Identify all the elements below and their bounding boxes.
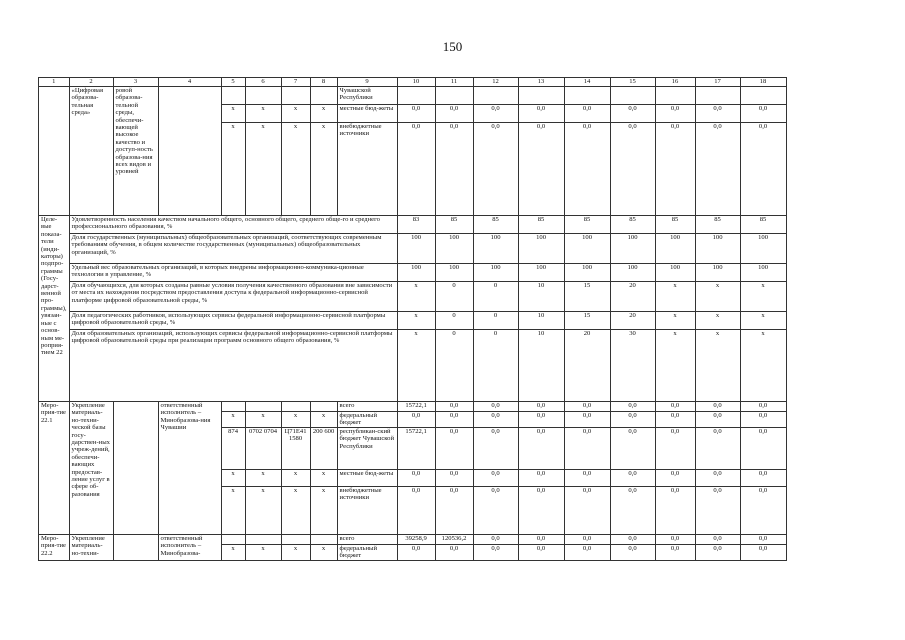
header-cell: 16 bbox=[655, 78, 695, 87]
table-cell: x bbox=[281, 123, 310, 216]
value-cell: 20 bbox=[564, 330, 610, 402]
table-cell: x bbox=[281, 105, 310, 123]
header-cell: 5 bbox=[221, 78, 245, 87]
value-cell: x bbox=[695, 282, 740, 312]
table-cell bbox=[564, 87, 610, 105]
table-cell bbox=[518, 87, 564, 105]
value-cell: 0,0 bbox=[473, 402, 518, 412]
table-cell bbox=[281, 535, 310, 545]
value-cell: 0,0 bbox=[610, 105, 655, 123]
value-cell: 0,0 bbox=[740, 428, 786, 470]
table-cell bbox=[113, 535, 158, 561]
value-cell: 120536,2 bbox=[435, 535, 473, 545]
table-cell bbox=[655, 87, 695, 105]
header-cell: 4 bbox=[158, 78, 221, 87]
value-cell: 0,0 bbox=[740, 535, 786, 545]
value-cell: 0,0 bbox=[435, 412, 473, 428]
value-cell: 100 bbox=[397, 234, 435, 264]
source-cell: местные бюд-жеты bbox=[337, 470, 397, 487]
value-cell: 0,0 bbox=[473, 105, 518, 123]
measure-row bbox=[39, 402, 787, 412]
table-cell: x bbox=[310, 105, 337, 123]
value-cell: x bbox=[397, 312, 435, 330]
table-cell: x bbox=[310, 545, 337, 561]
table-cell bbox=[310, 535, 337, 545]
value-cell: x bbox=[655, 312, 695, 330]
table-cell: x bbox=[310, 123, 337, 216]
value-cell: 100 bbox=[564, 264, 610, 282]
value-cell: 0,0 bbox=[518, 123, 564, 216]
value-cell: 0,0 bbox=[740, 105, 786, 123]
table-cell: x bbox=[245, 487, 281, 535]
source-cell: внебюджетные источники bbox=[337, 123, 397, 216]
table-cell: x bbox=[281, 487, 310, 535]
value-cell: 0,0 bbox=[397, 487, 435, 535]
value-cell: 85 bbox=[435, 216, 473, 234]
value-cell: 100 bbox=[695, 234, 740, 264]
value-cell: 100 bbox=[655, 234, 695, 264]
value-cell: x bbox=[695, 330, 740, 402]
value-cell: 15 bbox=[564, 312, 610, 330]
table-cell: 874 bbox=[221, 428, 245, 470]
value-cell: 0,0 bbox=[610, 487, 655, 535]
value-cell: 0,0 bbox=[655, 412, 695, 428]
source-cell: внебюджетные источники bbox=[337, 487, 397, 535]
value-cell: 39258,9 bbox=[397, 535, 435, 545]
value-cell: x bbox=[397, 330, 435, 402]
measure-executor: ответственный исполнитель – Минобразова- bbox=[158, 535, 221, 561]
value-cell: 85 bbox=[740, 216, 786, 234]
table-cell bbox=[39, 87, 70, 216]
value-cell: 0,0 bbox=[655, 428, 695, 470]
header-cell: 12 bbox=[473, 78, 518, 87]
value-cell: 0,0 bbox=[740, 402, 786, 412]
header-row bbox=[39, 78, 787, 87]
value-cell: x bbox=[740, 282, 786, 312]
header-cell: 18 bbox=[740, 78, 786, 87]
table-cell: x bbox=[310, 470, 337, 487]
table-cell: Ц71Е41 1580 bbox=[281, 428, 310, 470]
header-cell: 7 bbox=[281, 78, 310, 87]
table-cell: x bbox=[221, 123, 245, 216]
value-cell: 0,0 bbox=[518, 487, 564, 535]
value-cell: 0,0 bbox=[695, 123, 740, 216]
value-cell: 0,0 bbox=[695, 428, 740, 470]
value-cell: 0,0 bbox=[695, 402, 740, 412]
value-cell: 0,0 bbox=[740, 545, 786, 561]
value-cell: 0,0 bbox=[740, 412, 786, 428]
page-number: 150 bbox=[442, 39, 463, 54]
value-cell: 0,0 bbox=[695, 412, 740, 428]
source-cell: Чувашской Республики bbox=[337, 87, 397, 105]
value-cell: 0,0 bbox=[655, 402, 695, 412]
value-cell: 0,0 bbox=[435, 487, 473, 535]
value-cell: 0,0 bbox=[564, 428, 610, 470]
source-cell: местные бюд-жеты bbox=[337, 105, 397, 123]
value-cell: 0 bbox=[435, 330, 473, 402]
value-cell: 0,0 bbox=[610, 412, 655, 428]
indicator-text: Доля педагогических работников, использующих сервисы федеральной информационно-сервисной платформы цифровой образовательной среды, % bbox=[69, 312, 397, 330]
value-cell: 100 bbox=[740, 264, 786, 282]
value-cell: 0,0 bbox=[655, 123, 695, 216]
table-cell bbox=[281, 87, 310, 105]
table-cell: x bbox=[281, 470, 310, 487]
value-cell: 0,0 bbox=[564, 470, 610, 487]
table-cell: x bbox=[245, 412, 281, 428]
value-cell: 0,0 bbox=[564, 545, 610, 561]
indicator-row bbox=[39, 282, 787, 312]
table-cell: x bbox=[221, 487, 245, 535]
table-cell: x bbox=[245, 123, 281, 216]
table-cell bbox=[221, 535, 245, 545]
value-cell: 0,0 bbox=[610, 535, 655, 545]
header-cell: 10 bbox=[397, 78, 435, 87]
measure-id: Меро-прия-тие 22.1 bbox=[39, 402, 70, 535]
row-republic bbox=[39, 87, 787, 105]
table-cell bbox=[740, 87, 786, 105]
indicator-text: Удовлетворенность населения качеством начального общего, основного общего, среднего обще-го и среднего профессионального образования, % bbox=[69, 216, 397, 234]
table-cell bbox=[245, 535, 281, 545]
table-cell: x bbox=[281, 412, 310, 428]
table-cell bbox=[695, 87, 740, 105]
value-cell: 15722,1 bbox=[397, 428, 435, 470]
measure-id: Меро-прия-тие 22.2 bbox=[39, 535, 70, 561]
value-cell: 0,0 bbox=[435, 470, 473, 487]
value-cell: 0 bbox=[473, 312, 518, 330]
value-cell: 0,0 bbox=[435, 123, 473, 216]
value-cell: 100 bbox=[397, 264, 435, 282]
value-cell: 100 bbox=[473, 234, 518, 264]
value-cell: 0,0 bbox=[518, 535, 564, 545]
value-cell: 0,0 bbox=[473, 428, 518, 470]
value-cell: 0,0 bbox=[397, 470, 435, 487]
value-cell: 100 bbox=[435, 264, 473, 282]
value-cell: 85 bbox=[473, 216, 518, 234]
indicator-text: Удельный вес образовательных организаций, в которых внедрены информационно-коммуника-ционные технологии в управление, % bbox=[69, 264, 397, 282]
indicator-text: Доля образовательных организаций, использующих сервисы федеральной информационно-сервисной платформы цифровой образовательной среды при реализации программ основного общего образования, % bbox=[69, 330, 397, 402]
value-cell: 100 bbox=[435, 234, 473, 264]
table-cell bbox=[610, 87, 655, 105]
value-cell: 0,0 bbox=[655, 487, 695, 535]
value-cell: x bbox=[695, 312, 740, 330]
value-cell: 0,0 bbox=[435, 105, 473, 123]
table-cell: x bbox=[221, 412, 245, 428]
value-cell: 0 bbox=[435, 312, 473, 330]
value-cell: 0,0 bbox=[740, 123, 786, 216]
header-cell: 15 bbox=[610, 78, 655, 87]
value-cell: 0,0 bbox=[473, 412, 518, 428]
value-cell: 0,0 bbox=[740, 487, 786, 535]
value-cell: 0,0 bbox=[610, 123, 655, 216]
table-cell bbox=[245, 87, 281, 105]
value-cell: 0,0 bbox=[473, 487, 518, 535]
value-cell: 100 bbox=[740, 234, 786, 264]
goal-cell: ровой образова-тельной среды, обеспечи-вающей высокое качество и доступ-ность образова-ния всех видов и уровней bbox=[113, 87, 158, 216]
header-cell: 11 bbox=[435, 78, 473, 87]
value-cell: 10 bbox=[518, 330, 564, 402]
value-cell: 0,0 bbox=[473, 535, 518, 545]
table-cell bbox=[221, 402, 245, 412]
measure-name: Укрепление материаль-но-техни- bbox=[69, 535, 113, 561]
header-cell: 6 bbox=[245, 78, 281, 87]
value-cell: 85 bbox=[610, 216, 655, 234]
value-cell: 0,0 bbox=[518, 412, 564, 428]
value-cell: 0,0 bbox=[610, 545, 655, 561]
value-cell: 0 bbox=[435, 282, 473, 312]
value-cell: 0,0 bbox=[695, 470, 740, 487]
value-cell: 15 bbox=[564, 282, 610, 312]
indicator-row bbox=[39, 216, 787, 234]
value-cell: 0,0 bbox=[435, 428, 473, 470]
value-cell: 0,0 bbox=[435, 545, 473, 561]
value-cell: 10 bbox=[518, 312, 564, 330]
indicator-row bbox=[39, 312, 787, 330]
source-cell: республикан-ский бюджет Чувашской Республики bbox=[337, 428, 397, 470]
value-cell: 0,0 bbox=[655, 545, 695, 561]
table-cell: 200 600 bbox=[310, 428, 337, 470]
value-cell: 0,0 bbox=[655, 470, 695, 487]
value-cell: 0 bbox=[473, 330, 518, 402]
value-cell: 100 bbox=[564, 234, 610, 264]
value-cell: 0,0 bbox=[397, 105, 435, 123]
value-cell: 0,0 bbox=[518, 428, 564, 470]
value-cell: 100 bbox=[610, 264, 655, 282]
table-cell bbox=[473, 87, 518, 105]
measure-row bbox=[39, 535, 787, 545]
value-cell: 0,0 bbox=[740, 470, 786, 487]
value-cell: 85 bbox=[655, 216, 695, 234]
table-cell: x bbox=[221, 470, 245, 487]
indicator-row bbox=[39, 264, 787, 282]
value-cell: 0 bbox=[473, 282, 518, 312]
value-cell: 0,0 bbox=[397, 123, 435, 216]
table-cell: x bbox=[281, 545, 310, 561]
value-cell: 0,0 bbox=[695, 105, 740, 123]
header-cell: 17 bbox=[695, 78, 740, 87]
table-cell: x bbox=[310, 487, 337, 535]
value-cell: x bbox=[655, 282, 695, 312]
value-cell: 30 bbox=[610, 330, 655, 402]
value-cell: 0,0 bbox=[564, 412, 610, 428]
source-cell: всего bbox=[337, 535, 397, 545]
value-cell: 85 bbox=[564, 216, 610, 234]
source-cell: всего bbox=[337, 402, 397, 412]
indicator-row bbox=[39, 234, 787, 264]
value-cell: 20 bbox=[610, 282, 655, 312]
source-cell: федеральный бюджет bbox=[337, 545, 397, 561]
value-cell: 0,0 bbox=[397, 412, 435, 428]
value-cell: 0,0 bbox=[564, 402, 610, 412]
value-cell: 100 bbox=[518, 234, 564, 264]
table-cell bbox=[397, 87, 435, 105]
value-cell: 0,0 bbox=[564, 123, 610, 216]
value-cell: x bbox=[397, 282, 435, 312]
indicator-text: Доля обучающихся, для которых созданы равные условия получения качественного образования вне зависимости от места их нахождения посредством предоставления доступа к федеральной информационно-сервисной платформе цифровой образовательной среды, % bbox=[69, 282, 397, 312]
value-cell: 100 bbox=[695, 264, 740, 282]
table-cell bbox=[113, 402, 158, 535]
value-cell: 20 bbox=[610, 312, 655, 330]
table-cell bbox=[310, 87, 337, 105]
value-cell: 15722,1 bbox=[397, 402, 435, 412]
value-cell: x bbox=[740, 330, 786, 402]
table-cell: x bbox=[310, 412, 337, 428]
header-cell: 14 bbox=[564, 78, 610, 87]
table-cell: x bbox=[245, 105, 281, 123]
table-cell: x bbox=[221, 545, 245, 561]
table-cell bbox=[158, 87, 221, 216]
value-cell: 0,0 bbox=[518, 105, 564, 123]
value-cell: 0,0 bbox=[518, 402, 564, 412]
indicators-label: Целе-вые показа-тели (инди-каторы) подпро-граммы (Госу-дарст-венной про-граммы), увязан-ные с основ-ным ме-роприя-тием 22 bbox=[39, 216, 70, 402]
measure-executor: ответственный исполнитель – Минобразова-ния Чувашии bbox=[158, 402, 221, 535]
value-cell: 0,0 bbox=[610, 470, 655, 487]
value-cell: 0,0 bbox=[435, 402, 473, 412]
table-cell bbox=[310, 402, 337, 412]
value-cell: 100 bbox=[655, 264, 695, 282]
value-cell: x bbox=[740, 312, 786, 330]
value-cell: 0,0 bbox=[695, 535, 740, 545]
indicator-row bbox=[39, 330, 787, 402]
value-cell: 0,0 bbox=[518, 470, 564, 487]
task-cell: «Цифровая образова-тельная среда» bbox=[69, 87, 113, 216]
value-cell: 0,0 bbox=[695, 487, 740, 535]
value-cell: 83 bbox=[397, 216, 435, 234]
value-cell: 0,0 bbox=[473, 470, 518, 487]
source-cell: федеральный бюджет bbox=[337, 412, 397, 428]
program-table bbox=[38, 77, 787, 561]
indicator-text: Доля государственных (муниципальных) общеобразовательных организаций, соответствующих современным требованиям обучения, в общем количестве государственных (муниципальных) общеобразовательных организаций, % bbox=[69, 234, 397, 264]
value-cell: x bbox=[655, 330, 695, 402]
value-cell: 0,0 bbox=[564, 105, 610, 123]
value-cell: 100 bbox=[610, 234, 655, 264]
value-cell: 10 bbox=[518, 282, 564, 312]
table-cell: x bbox=[245, 470, 281, 487]
value-cell: 85 bbox=[695, 216, 740, 234]
value-cell: 0,0 bbox=[564, 487, 610, 535]
value-cell: 100 bbox=[518, 264, 564, 282]
header-cell: 1 bbox=[39, 78, 70, 87]
table-cell bbox=[221, 87, 245, 105]
value-cell: 0,0 bbox=[564, 535, 610, 545]
value-cell: 100 bbox=[473, 264, 518, 282]
header-cell: 3 bbox=[113, 78, 158, 87]
value-cell: 0,0 bbox=[695, 545, 740, 561]
header-cell: 9 bbox=[337, 78, 397, 87]
table-cell bbox=[435, 87, 473, 105]
header-cell: 8 bbox=[310, 78, 337, 87]
value-cell: 0,0 bbox=[473, 545, 518, 561]
value-cell: 0,0 bbox=[655, 105, 695, 123]
value-cell: 0,0 bbox=[610, 402, 655, 412]
header-cell: 13 bbox=[518, 78, 564, 87]
value-cell: 0,0 bbox=[473, 123, 518, 216]
table-cell bbox=[245, 402, 281, 412]
value-cell: 0,0 bbox=[655, 535, 695, 545]
table-cell: 0702 0704 bbox=[245, 428, 281, 470]
value-cell: 0,0 bbox=[397, 545, 435, 561]
table-cell: x bbox=[245, 545, 281, 561]
value-cell: 85 bbox=[518, 216, 564, 234]
value-cell: 0,0 bbox=[518, 545, 564, 561]
measure-name: Укрепление материаль-но-техни-ческой базы госу-дарствен-ных учреж-дений, обеспечи-вающих предостав-ление услуг в сфере об-разования bbox=[69, 402, 113, 535]
header-cell: 2 bbox=[69, 78, 113, 87]
table-cell bbox=[281, 402, 310, 412]
value-cell: 0,0 bbox=[610, 428, 655, 470]
table-cell: x bbox=[221, 105, 245, 123]
